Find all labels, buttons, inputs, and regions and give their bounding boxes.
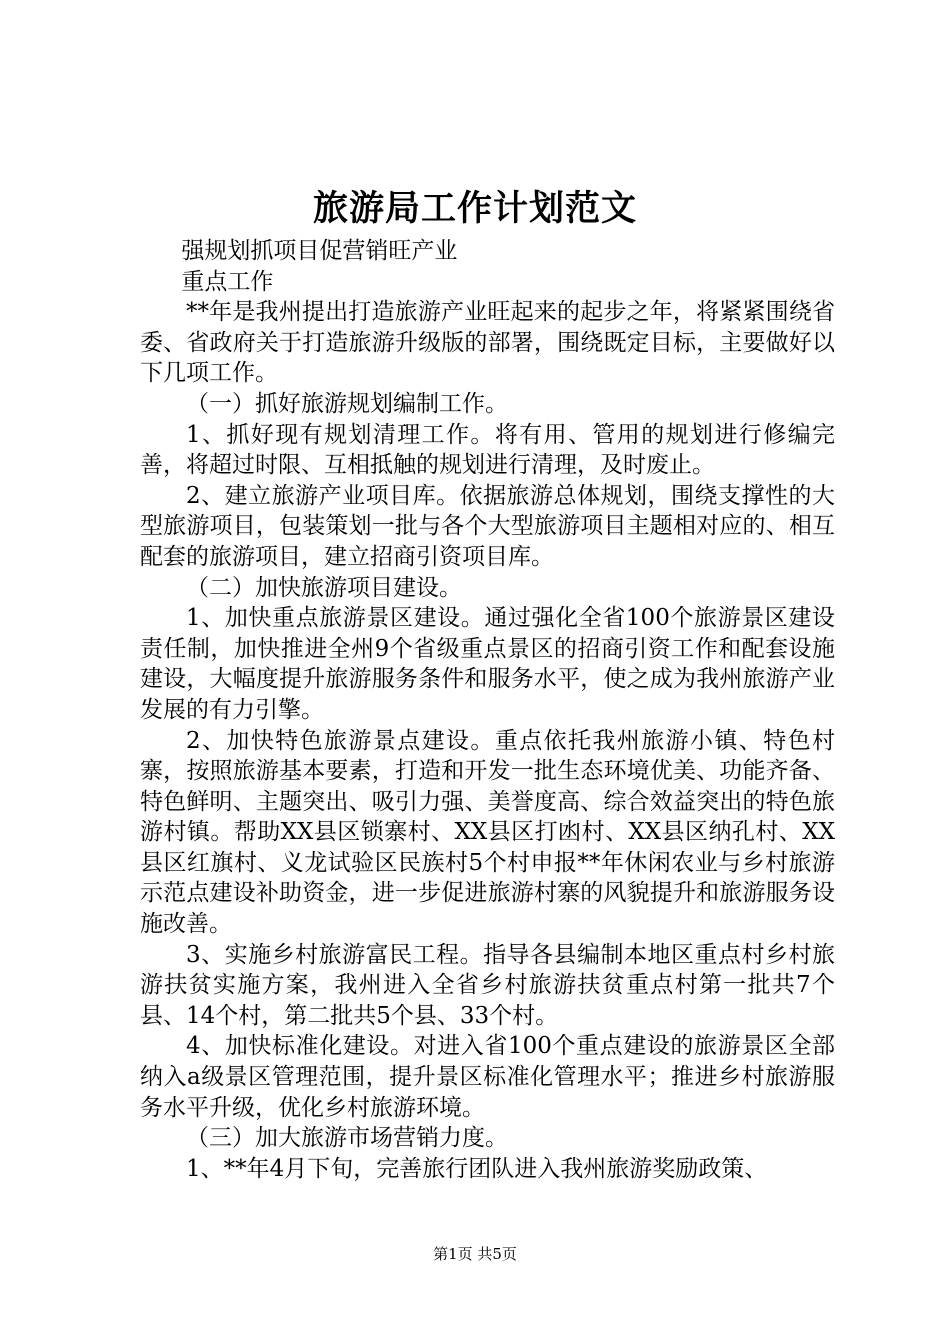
body-paragraph: 2、建立旅游产业项目库。依据旅游总体规划，围绕支撑性的大型旅游项目，包装策划一批与各个大型旅游项目主题相对应的、相互配套的旅游项目，建立招商引资项目库。 [140, 482, 835, 570]
section-heading: （二）加快旅游项目建设。 [186, 574, 462, 601]
document-title: 旅游局工作计划范文 [312, 188, 637, 229]
document-body [140, 236, 835, 1184]
body-paragraph: **年是我州提出打造旅游产业旺起来的起步之年，将紧紧围绕省委、省政府关于打造旅游升级版的部署，围绕既定目标，主要做好以下几项工作。 [140, 299, 835, 387]
body-paragraph: 1、抓好现有规划清理工作。将有用、管用的规划进行修编完善，将超过时限、互相抵触的规划进行清理，及时废止。 [140, 421, 835, 479]
subtitle-paragraph: 强规划抓项目促营销旺产业 [181, 238, 458, 264]
body-paragraph: 1、加快重点旅游景区建设。通过强化全省100个旅游景区建设责任制，加快推进全州9个省级重点景区的招商引资工作和配套设施建设，大幅度提升旅游服务条件和服务水平，使之成为我州旅游产业发展的有力引擎。 [140, 605, 835, 723]
body-paragraph: 2、加快特色旅游景点建设。重点依托我州旅游小镇、特色村寨，按照旅游基本要素，打造和开发一批生态环境优美、功能齐备、特色鲜明、主题突出、吸引力强、美誉度高、综合效益突出的特色旅游村镇。帮助XX县区锁寨村、XX县区打凼村、XX县区纳孔村、XX县区红旗村、义龙试验区民族村5个村申报**年休闲农业与乡村旅游示范点建设补助资金，进一步促进旅游村寨的风貌提升和旅游服务设施改善。 [140, 727, 835, 938]
heading-paragraph: 重点工作 [181, 268, 274, 295]
body-paragraph: 4、加快标准化建设。对进入省100个重点建设的旅游景区全部纳入a级景区管理范围，提升景区标准化管理水平；推进乡村旅游服务水平升级，优化乡村旅游环境。 [140, 1033, 835, 1121]
section-heading: （三）加大旅游市场营销力度。 [186, 1125, 508, 1152]
body-paragraph: 1、**年4月下旬，完善旅行团队进入我州旅游奖励政策、 [186, 1155, 768, 1182]
page-footer: 第1页 共5页 [433, 1245, 517, 1263]
section-heading: （一）抓好旅游规划编制工作。 [186, 390, 508, 417]
body-paragraph: 3、实施乡村旅游富民工程。指导各县编制本地区重点村乡村旅游扶贫实施方案，我州进入全省乡村旅游扶贫重点村第一批共7个县、14个村，第二批共5个县、33个村。 [140, 941, 835, 1029]
